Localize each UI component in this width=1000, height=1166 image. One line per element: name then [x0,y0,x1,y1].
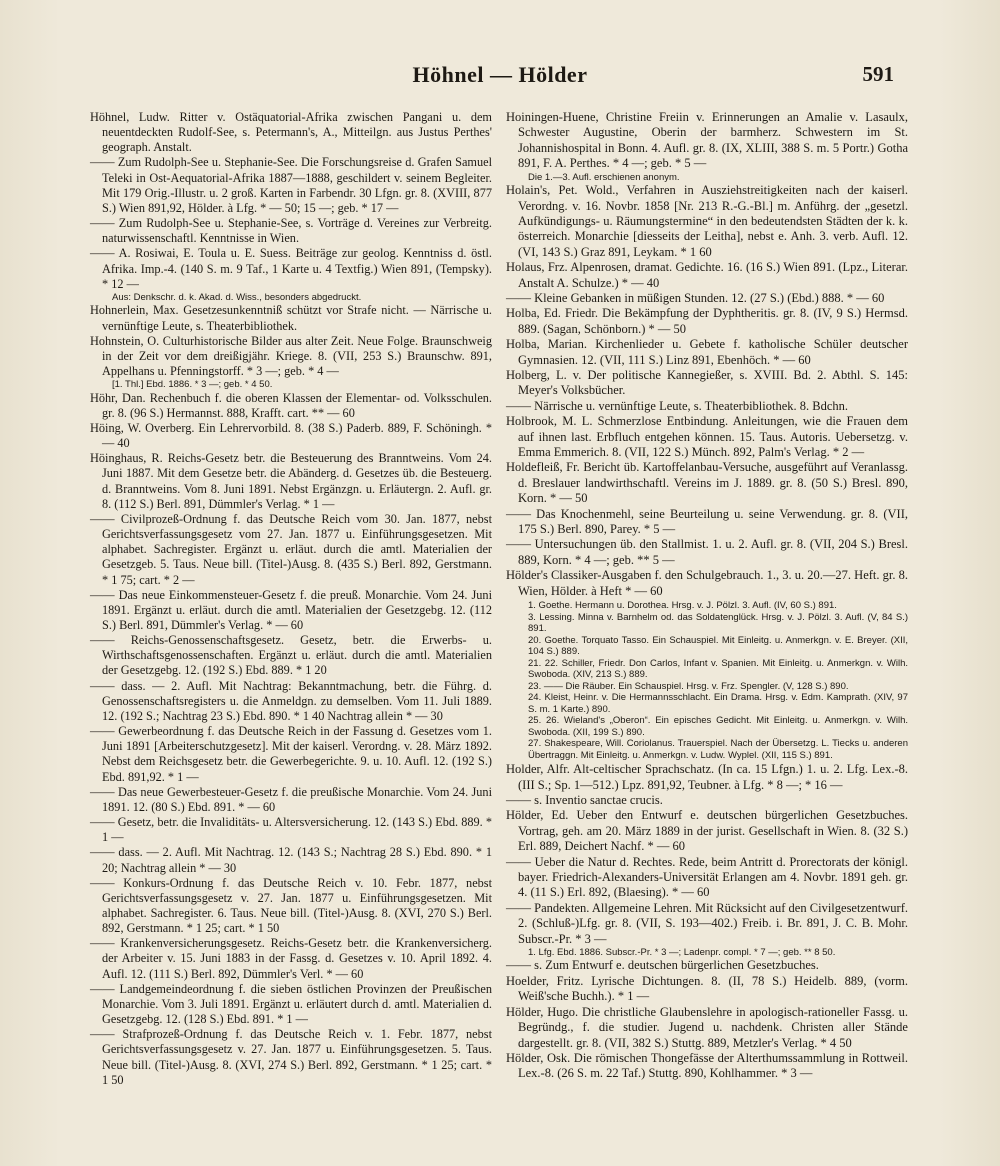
bibliography-entry: Hohnstein, O. Culturhistorische Bilder aus alter Zeit. Neue Folge. Braunschweig in der Zeit vor dem dreißigjähr. Kriege. 8. (VII, 253 S.) Braunschw. 891, Appelhans u. Pfenningstorff. * 3 —; geb. * 4 — [90,333,492,378]
bibliography-entry: Hölder, Ed. Ueber den Entwurf e. deutschen bürgerlichen Gesetzbuches. Vortrag, geh. am 20. März 1889 in der jurist. Gesellschaft in Wien. 8. (32 S.) Erl. 889, Deichert Nachf. * — 60 [506,808,908,854]
bibliography-entry: Hölder, Hugo. Die christliche Glaubenslehre in apologisch-rationeller Fassg. u. Begründg., f. die studier. Jugend u. nachdenk. Christen aller Stände dargestellt. gr. 8. (VII, 382 S.) Stuttg. 889, Metzler's Verlag. * 4 50 [506,1004,908,1050]
bibliography-entry: Höhnel, Ludw. Ritter v. Ostäquatorial-Afrika zwischen Pangani u. dem neuentdeckten Rudolf-See, s. Petermann's, A., Mitteilgn. aus Justus Perthes' geograph. Anstalt. [90,110,492,155]
bibliography-entry: Holaus, Frz. Alpenrosen, dramat. Gedichte. 16. (16 S.) Wien 891. (Lpz., Literar. Anstalt A. Schulze.) * — 40 [506,260,908,290]
bibliography-entry: Höing, W. Overberg. Ein Lehrervorbild. 8. (38 S.) Paderb. 889, F. Schöningh. * — 40 [90,420,492,451]
bibliography-entry: Hohnerlein, Max. Gesetzesunkenntniß schützt vor Strafe nicht. — Närrische u. vernünftige Leute, s. Theaterbibliothek. [90,303,492,333]
bibliography-entry: Holder, Alfr. Alt-celtischer Sprachschatz. (In ca. 15 Lfgn.) 1. u. 2. Lfg. Lex.-8. (III S.; Sp. 1—512.) Lpz. 891,92, Teubner. à Lfg. * 8 —; * 16 — [506,762,908,792]
bibliography-entry: —— A. Rosiwai, E. Toula u. E. Suess. Beiträge zur geolog. Kenntniss d. östl. Afrika. Imp.-4. (140 S. m. 9 Taf., 1 Karte u. 4 Textfig.) Wien 891, (Tempsky). * 12 — [90,246,492,291]
series-volume-note: 21. 22. Schiller, Friedr. Don Carlos, Infant v. Spanien. Mit Einleitg. u. Anmerkgn. v. Wilh. Swoboda. (XIV, 213 S.) 889. [528,657,908,681]
entry-note: Aus: Denkschr. d. k. Akad. d. Wiss., besonders abgedruckt. [112,291,362,303]
bibliography-entry: Höhr, Dan. Rechenbuch f. die oberen Klassen der Elementar- od. Volksschulen. gr. 8. (96 S.) Hermannst. 888, Krafft. cart. ** — 60 [90,390,492,420]
bibliography-entry: Hoiningen-Huene, Christine Freiin v. Erinnerungen an Amalie v. Lasaulx, Schwester Augustine, Oberin der barmherz. Schwestern im St. Johannishospital in Bonn. 4. Aufl. gr. 8. (IX, XLIII, 388 S. m. 5 Portr.) Gotha 891, F. A. Perthes. * 4 —; geb. * 5 — [506,110,908,171]
bibliography-entry: —— s. Zum Entwurf e. deutschen bürgerlichen Gesetzbuches. [506,958,819,973]
series-volume-note: 3. Lessing. Minna v. Barnhelm od. das Soldatenglück. Hrsg. v. J. Pölzl. 3. Aufl. (V, 84 S.) 891. [528,611,908,635]
running-title: Höhnel — Hölder [412,62,588,87]
bibliography-entry: Holba, Ed. Friedr. Die Bekämpfung der Dyphtheritis. gr. 8. (IV, 9 S.) Hermsd. 889. (Sagan, Schönborn.) * — 50 [506,306,908,336]
bibliography-entry: —— Kleine Gebanken in müßigen Stunden. 12. (27 S.) (Ebd.) 888. * — 60 [506,290,885,305]
bibliography-entry: Hölder's Classiker-Ausgaben f. den Schulgebrauch. 1., 3. u. 20.—27. Heft. gr. 8. Wien, Hölder. à Heft * — 60 [506,568,908,598]
bibliography-entry: —— Reichs-Genossenschaftsgesetz. Gesetz, betr. die Erwerbs- u. Wirthschaftsgenossenschaften. Ergänzt u. erläut. durch die amtl. Materialien der Gesetzgebg. 12. (192 S.) Ebd. 889. * 1 20 [90,633,492,678]
series-volume-note: 23. —— Die Räuber. Ein Schauspiel. Hrsg. v. Frz. Spengler. (V, 128 S.) 890. [528,680,849,692]
bibliography-entry: —— Strafprozeß-Ordnung f. das Deutsche Reich v. 1. Febr. 1877, nebst Gerichtsverfassungsgesetz v. 27. Jan. 1877 u. Einführungsgesetzen. 5. Taus. Neue bill. (Titel-)Ausg. 8. (XVI, 274 S.) Berl. 892, Gerstmann. * 1 25; cart. * 1 50 [90,1027,492,1087]
bibliography-entry: Holain's, Pet. Wold., Verfahren in Ausziehstreitigkeiten nach der kaiserl. Verordng. v. 16. Novbr. 1858 [Nr. 213 R.-G.-Bl.] m. Anführg. der „gesetzl. Aufkündigungs- u. Räumungstermine“ in den bedeutendsten Städten der k. k. österreich. Monarchie [diesseits der Leitha], nebst e. Anh. 3. verb. Aufl. 12. (VI, 143 S.) Graz 891, Leykam. * 1 60 [506,183,908,259]
series-volume-note: 20. Goethe. Torquato Tasso. Ein Schauspiel. Mit Einleitg. u. Anmerkgn. v. E. Breyer. (XII, 104 S.) 889. [528,634,908,658]
bibliography-entry: Holba, Marian. Kirchenlieder u. Gebete f. katholische Schüler deutscher Gymnasien. 12. (VII, 111 S.) Linz 891, Ebenhöch. * — 60 [506,337,908,367]
right-column [506,110,908,1082]
bibliography-entry: —— s. Inventio sanctae crucis. [506,792,663,807]
series-volume-note: 1. Goethe. Hermann u. Dorothea. Hrsg. v. J. Pölzl. 3. Aufl. (IV, 60 S.) 891. [528,600,837,612]
bibliography-entry: —— Zum Rudolph-See u. Stephanie-See. Die Forschungsreise d. Grafen Samuel Teleki in Ost-Aequatorial-Afrika 1887—1888, geschildert v. seinem Begleiter. Mit 179 Orig.-Illustr. u. 2 groß. Karten in Farbendr. 30 Lfgn. gr. 8. (XVIII, 877 S.) Wien 891,92, Hölder. à Lfg. * — 50; 15 —; geb. * 17 — [90,155,492,215]
bibliography-entry: —— Das neue Gewerbesteuer-Gesetz f. die preußische Monarchie. Vom 24. Juni 1891. 12. (80 S.) Ebd. 891. * — 60 [90,784,492,814]
bibliography-entry: —— Untersuchungen üb. den Stallmist. 1. u. 2. Aufl. gr. 8. (VII, 204 S.) Bresl. 889, Korn. * 4 —; geb. ** 5 — [506,537,908,567]
entry-note: [1. Thl.] Ebd. 1886. * 3 —; geb. * 4 50. [112,379,273,391]
bibliography-entry: —— Gewerbeordnung f. das Deutsche Reich in der Fassung d. Gesetzes vom 1. Juni 1891 [Arbeiterschutzgesetz]. Mit der kaiserl. Verordng. v. 28. März 1892. Nebst dem Reichsgesetz betr. die Gewerbegerichte. 9. u. 10. Aufl. 12. (192 S.) Ebd. 891,92. * 1 — [90,724,492,784]
bibliography-entry: —— dass. — 2. Aufl. Mit Nachtrag: Bekanntmachung, betr. die Führg. d. Genossenschaftsregisters u. die Anmeldgn. zu demselben. Vom 11. Juli 1889. 12. (192 S.; Nachtrag 23 S.) Ebd. 890. * 1 40 Nachtrag allein * — 30 [90,678,492,723]
bibliography-entry: —— Ueber die Natur d. Rechtes. Rede, beim Antritt d. Prorectorats der königl. bayer. Friedrich-Alexanders-Universität Erlangen am 4. Novbr. 1891 geh. gr. 4. (11 S.) Erl. 892, (Blaesing). * — 60 [506,854,908,900]
series-volume-note: 25. 26. Wieland's „Oberon“. Ein episches Gedicht. Mit Einleitg. u. Anmerkgn. v. Wilh. Swoboda. (XII, 199 S.) 890. [528,715,908,738]
series-contents-list [506,600,908,761]
bibliography-entry: —— Närrische u. vernünftige Leute, s. Theaterbibliothek. 8. Bdchn. [506,398,849,413]
bibliography-entry: —— Civilprozeß-Ordnung f. das Deutsche Reich vom 30. Jan. 1877, nebst Gerichtsverfassungsgesetz vom 27. Jan. 1877 u. Einführungsgesetzen. Mit alphabet. Sachregister. Ergänzt u. erläut. durch die amtl. Materialien der Gesetzgeb. 5. Taus. Neue bill. (Titel-)Ausg. 8. (435 S.) Berl. 892, Gerstmann. * 1 75; cart. * 2 — [90,511,492,587]
page-header [0,58,1000,98]
bibliography-entry: Höinghaus, R. Reichs-Gesetz betr. die Besteuerung des Branntweins. Vom 24. Juni 1887. Mit dem Gesetze betr. die Abänderg. d. Gesetzes üb. die Besteuerg. d. Branntweins. Vom 8. Juni 1891. Nebst Ergänzgn. u. Erläutergn. 2. Aufl. gr. 8. (112 S.) Berl. 891, Dümmler's Verlag. * 1 — [90,451,492,511]
bibliography-entry: —— Pandekten. Allgemeine Lehren. Mit Rücksicht auf den Civilgesetzentwurf. 2. (Schluß-)Lfg. gr. 8. (VII, S. 193—402.) Freib. i. Br. 891, J. C. B. Mohr. Subscr.-Pr. * 3 — [506,900,908,946]
entry-note: 1. Lfg. Ebd. 1886. Subscr.-Pr. * 3 —; Ladenpr. compl. * 7 —; geb. ** 8 50. [528,946,836,958]
bibliography-entry: —— Krankenversicherungsgesetz. Reichs-Gesetz betr. die Krankenversicherg. der Arbeiter v. 15. Juni 1883 in der Fassg. d. Gesetzes v. 10. April 1892. 4. Aufl. 12. (111 S.) Berl. 892, Dümmler's Verl. * — 60 [90,936,492,981]
bibliography-entry: —— Konkurs-Ordnung f. das Deutsche Reich v. 10. Febr. 1877, nebst Gerichtsverfassungsgesetz v. 27. Jan. 1877 u. Einführungsgesetzen. Mit alphabet. Sachregister. 6. Taus. Neue bill. (Titel-)Ausg. 8. (XVI, 270 S.) Berl. 892, Gerstmann. * 1 25; cart. * 1 50 [90,875,492,936]
series-volume-note: 24. Kleist, Heinr. v. Die Hermannsschlacht. Ein Drama. Hrsg. v. Edm. Kamprath. (XIV, 97 S. m. 1 Karte.) 890. [528,692,908,715]
bibliography-entry: —— dass. — 2. Aufl. Mit Nachtrag. 12. (143 S.; Nachtrag 28 S.) Ebd. 890. * 1 20; Nachtrag allein * — 30 [90,845,492,875]
bibliography-entry: Holberg, L. v. Der politische Kannegießer, s. XVIII. Bd. 2. Abthl. S. 145: Meyer's Volksbücher. [506,368,908,398]
bibliography-entry: —— Landgemeindeordnung f. die sieben östlichen Provinzen der Preußischen Monarchie. Vom 3. Juli 1891. Ergänzt u. erläutert durch d. amtl. Materialien d. Gesetzgebg. 12. (128 S.) Ebd. 891. * 1 — [90,981,492,1027]
bibliography-entry: Holdefleiß, Fr. Bericht üb. Kartoffelanbau-Versuche, ausgeführt auf Veranlassg. d. Breslauer landwirthschaftl. Vereins im J. 1889. gr. 8. (50 S.) Bresl. 890, Korn. * — 50 [506,460,908,506]
series-volume-note: 27. Shakespeare, Will. Coriolanus. Trauerspiel. Nach der Übersetzg. L. Tiecks u. anderen Übertraggn. Mit Einleitg. u. Anmerkgn. v. Ludw. Wyplel. (XII, 115 S.) 891. [528,738,908,761]
entry-note: Die 1.—3. Aufl. erschienen anonym. [528,171,680,183]
bibliography-entry: Hölder, Osk. Die römischen Thongefässe der Alterthumssammlung in Rottweil. Lex.-8. (26 S. m. 22 Taf.) Stuttg. 890, Kohlhammer. * 3 — [506,1050,908,1081]
bibliography-entry: —— Das Knochenmehl, seine Beurteilung u. seine Verwendung. gr. 8. (VII, 175 S.) Berl. 890, Parey. * 5 — [506,506,908,537]
bibliography-entry: Holbrook, M. L. Schmerzlose Entbindung. Anleitungen, wie die Frauen dem auf ihnen last. Erbfluch entgehen können. 15. Taus. Autoris. Uebersetzg. v. Emma Emmerich. 8. (VII, 122 S.) Münch. 892, Palm's Verlag. * 2 — [506,414,908,460]
bibliography-entry: —— Das neue Einkommensteuer-Gesetz f. die preuß. Monarchie. Vom 24. Juni 1891. Ergänzt u. erläut. durch die amtl. Materialien der Gesetzgebg. 12. (112 S.) Berl. 891, Dümmler's Verlag. * — 60 [90,587,492,632]
bibliography-entry: —— Zum Rudolph-See u. Stephanie-See, s. Vorträge d. Vereines zur Verbreitg. naturwissenschaftl. Kenntnisse in Wien. [90,216,492,246]
page-number: 591 [862,62,894,86]
bibliography-entry: —— Gesetz, betr. die Invaliditäts- u. Altersversicherung. 12. (143 S.) Ebd. 889. * 1 — [90,815,492,845]
left-column [90,110,492,1088]
bibliography-entry: Hoelder, Fritz. Lyrische Dichtungen. 8. (II, 78 S.) Heidelb. 889, (vorm. Weiß'sche Buchh.). * 1 — [506,973,908,1004]
